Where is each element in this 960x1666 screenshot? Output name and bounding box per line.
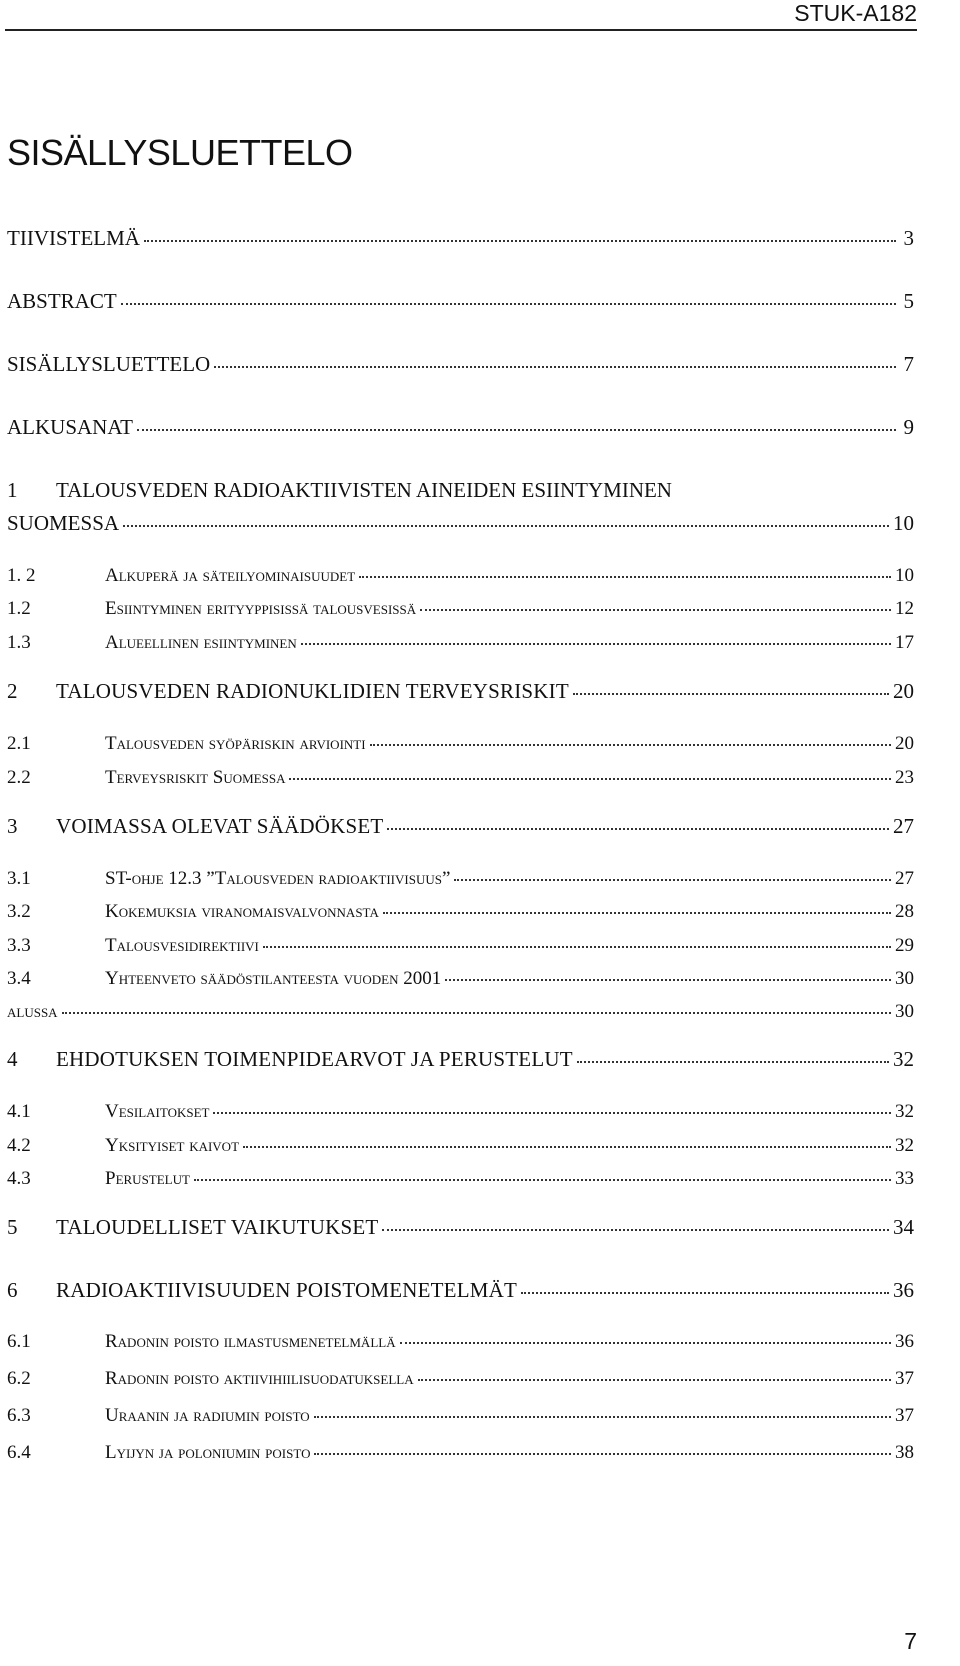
toc-entry-number: 1. 2	[7, 565, 36, 586]
toc-entry-number: 4	[7, 1047, 18, 1071]
dot-leader	[144, 236, 896, 242]
toc-entry-number: 5	[7, 1215, 18, 1239]
toc-entry-number: 3.3	[7, 935, 31, 956]
toc-entry-page: 29	[895, 935, 914, 956]
toc-entry-label: EHDOTUKSEN TOIMENPIDEARVOT JA PERUSTELUT	[56, 1047, 573, 1071]
toc-entry-label: alussa	[7, 1001, 58, 1022]
toc-section-3-4[interactable]	[7, 968, 914, 990]
toc-entry-label: ABSTRACT	[7, 289, 117, 313]
toc-section-6-1[interactable]	[7, 1331, 914, 1353]
dot-leader	[382, 1225, 889, 1231]
toc-entry-page: 34	[893, 1215, 914, 1239]
toc-section-2-1[interactable]	[7, 733, 914, 755]
toc-entry-number: 6.4	[7, 1442, 31, 1463]
toc-section-4-2[interactable]	[7, 1135, 914, 1157]
toc-entry-page: 37	[895, 1368, 914, 1389]
dot-leader	[387, 824, 889, 830]
running-header: STUK-A182	[794, 0, 917, 26]
toc-entry-number: 4.1	[7, 1101, 31, 1122]
toc-entry-page: 20	[893, 679, 914, 703]
toc-entry-label: Kokemuksia viranomaisvalvonnasta	[105, 901, 379, 922]
toc-section-6-4[interactable]	[7, 1442, 914, 1464]
toc-chapter-5[interactable]	[7, 1215, 914, 1240]
toc-entry-abstract[interactable]	[7, 289, 914, 314]
toc-entry-label: SISÄLLYSLUETTELO	[7, 352, 211, 376]
toc-section-1-3[interactable]	[7, 632, 914, 654]
toc-entry-number: 1	[7, 478, 18, 502]
toc-entry-page: 12	[895, 598, 914, 619]
toc-entry-page: 37	[895, 1405, 914, 1426]
toc-chapter-3[interactable]	[7, 814, 914, 839]
toc-entry-label: Lyijyn ja poloniumin poisto	[105, 1442, 311, 1463]
toc-entry-sisallysluettelo[interactable]	[7, 352, 914, 377]
toc-section-4-3[interactable]	[7, 1168, 914, 1190]
toc-entry-number: 1.3	[7, 632, 31, 653]
toc-entry-page: 32	[893, 1047, 914, 1071]
toc-entry-label: TALOUSVEDEN RADIOAKTIIVISTEN AINEIDEN ESIINTYMINEN	[56, 478, 672, 502]
toc-entry-page: 30	[895, 968, 914, 989]
dot-leader	[213, 1108, 891, 1114]
toc-entry-label: Yksityiset kaivot	[105, 1135, 240, 1156]
toc-entry-page: 32	[895, 1101, 914, 1122]
dot-leader	[137, 425, 896, 431]
toc-entry-label: Esiintyminen erityyppisissä talousvesissä	[105, 598, 417, 619]
toc-entry-number: 4.2	[7, 1135, 31, 1156]
toc-entry-page: 5	[903, 289, 914, 313]
toc-section-6-2[interactable]	[7, 1368, 914, 1390]
dot-leader	[383, 908, 891, 914]
toc-entry-label: RADIOAKTIIVISUUDEN POISTOMENETELMÄT	[56, 1278, 517, 1302]
toc-entry-label: Uraanin ja radiumin poisto	[105, 1405, 310, 1426]
dot-leader	[123, 521, 889, 527]
toc-entry-label: Radonin poisto aktiivihiilisuodatuksella	[105, 1368, 414, 1389]
toc-section-1-2a[interactable]	[7, 565, 914, 587]
toc-entry-number: 2	[7, 679, 18, 703]
dot-leader	[194, 1175, 891, 1181]
toc-entry-page: 36	[893, 1278, 914, 1302]
toc-entry-page: 10	[893, 511, 914, 535]
toc-entry-label: TALOUSVEDEN RADIONUKLIDIEN TERVEYSRISKIT	[56, 679, 569, 703]
toc-section-4-1[interactable]	[7, 1101, 914, 1123]
header-rule	[5, 29, 917, 31]
dot-leader	[400, 1338, 891, 1344]
toc-entry-number: 6.2	[7, 1368, 31, 1389]
toc-entry-number: 6	[7, 1278, 18, 1302]
toc-entry-page: 17	[895, 632, 914, 653]
toc-entry-page: 7	[903, 352, 914, 376]
toc-entry-page: 9	[903, 415, 914, 439]
toc-entry-page: 36	[895, 1331, 914, 1352]
toc-entry-page: 30	[895, 1001, 914, 1022]
page-number: 7	[904, 1628, 917, 1654]
toc-entry-label: Talousveden syöpäriskin arviointi	[105, 733, 366, 754]
page-title: SISÄLLYSLUETTELO	[7, 132, 353, 173]
toc-entry-page: 20	[895, 733, 914, 754]
toc-chapter-1-cont[interactable]	[7, 511, 914, 536]
dot-leader	[573, 689, 889, 695]
toc-entry-number: 3.1	[7, 868, 31, 889]
toc-entry-page: 3	[903, 226, 914, 250]
toc-chapter-4[interactable]	[7, 1047, 914, 1072]
toc-entry-number: 1.2	[7, 598, 31, 619]
toc-entry-page: 23	[895, 767, 914, 788]
toc-entry-number: 3.4	[7, 968, 31, 989]
toc-entry-label: TIIVISTELMÄ	[7, 226, 140, 250]
toc-section-1-2b[interactable]	[7, 598, 914, 620]
toc-section-2-2[interactable]	[7, 767, 914, 789]
dot-leader	[263, 942, 891, 948]
toc-section-3-1[interactable]	[7, 868, 914, 890]
toc-entry-label: VOIMASSA OLEVAT SÄÄDÖKSET	[56, 814, 384, 838]
toc-entry-number: 2.2	[7, 767, 31, 788]
dot-leader	[314, 1412, 891, 1418]
toc-section-6-3[interactable]	[7, 1405, 914, 1427]
toc-entry-number: 6.3	[7, 1405, 31, 1426]
toc-entry-label: Alkuperä ja säteilyominaisuudet	[105, 565, 356, 586]
toc-entry-page: 28	[895, 901, 914, 922]
toc-entry-page: 27	[895, 868, 914, 889]
toc-entry-label-cont: SUOMESSA	[7, 511, 120, 535]
toc-chapter-6[interactable]	[7, 1278, 914, 1303]
toc-entry-label: Terveysriskit Suomessa	[105, 767, 286, 788]
toc-entry-label: TALOUDELLISET VAIKUTUKSET	[56, 1215, 379, 1239]
toc-section-3-4-cont[interactable]	[7, 1001, 914, 1023]
dot-leader	[301, 639, 891, 645]
dot-leader	[121, 299, 896, 305]
toc-entry-label: Vesilaitokset	[105, 1101, 210, 1122]
dot-leader	[370, 740, 891, 746]
toc-entry-label: ALKUSANAT	[7, 415, 133, 439]
dot-leader	[314, 1449, 891, 1455]
toc-entry-number: 6.1	[7, 1331, 31, 1352]
dot-leader	[243, 1142, 891, 1148]
toc-entry-number: 3.2	[7, 901, 31, 922]
toc-entry-label: Radonin poisto ilmastusmenetelmällä	[105, 1331, 396, 1352]
toc-entry-label: Alueellinen esiintyminen	[105, 632, 297, 653]
dot-leader	[214, 362, 896, 368]
dot-leader	[418, 1375, 891, 1381]
toc-entry-label: Yhteenveto säädöstilanteesta vuoden 2001	[105, 968, 442, 989]
dot-leader	[289, 774, 891, 780]
toc-chapter-2[interactable]	[7, 679, 914, 704]
toc-entry-number: 4.3	[7, 1168, 31, 1189]
dot-leader	[445, 975, 891, 981]
toc-entry-label: Perustelut	[105, 1168, 190, 1189]
dot-leader	[420, 605, 891, 611]
toc-entry-tiivistelma[interactable]	[7, 226, 914, 251]
toc-entry-page: 10	[895, 565, 914, 586]
toc-entry-number: 3	[7, 814, 18, 838]
dot-leader	[62, 1008, 891, 1014]
toc-entry-label: ST-ohje 12.3 ”Talousveden radioaktiivisuus”	[105, 868, 451, 889]
dot-leader	[521, 1288, 889, 1294]
dot-leader	[577, 1057, 889, 1063]
toc-entry-number: 2.1	[7, 733, 31, 754]
toc-entry-page: 33	[895, 1168, 914, 1189]
dot-leader	[454, 875, 891, 881]
toc-entry-page: 27	[893, 814, 914, 838]
toc-entry-page: 38	[895, 1442, 914, 1463]
toc-section-3-3[interactable]	[7, 935, 914, 957]
toc-entry-alkusanat[interactable]	[7, 415, 914, 440]
toc-entry-label: Talousvesidirektiivi	[105, 935, 259, 956]
toc-chapter-1-line[interactable]	[7, 478, 672, 503]
toc-section-3-2[interactable]	[7, 901, 914, 923]
toc-entry-page: 32	[895, 1135, 914, 1156]
dot-leader	[359, 572, 891, 578]
